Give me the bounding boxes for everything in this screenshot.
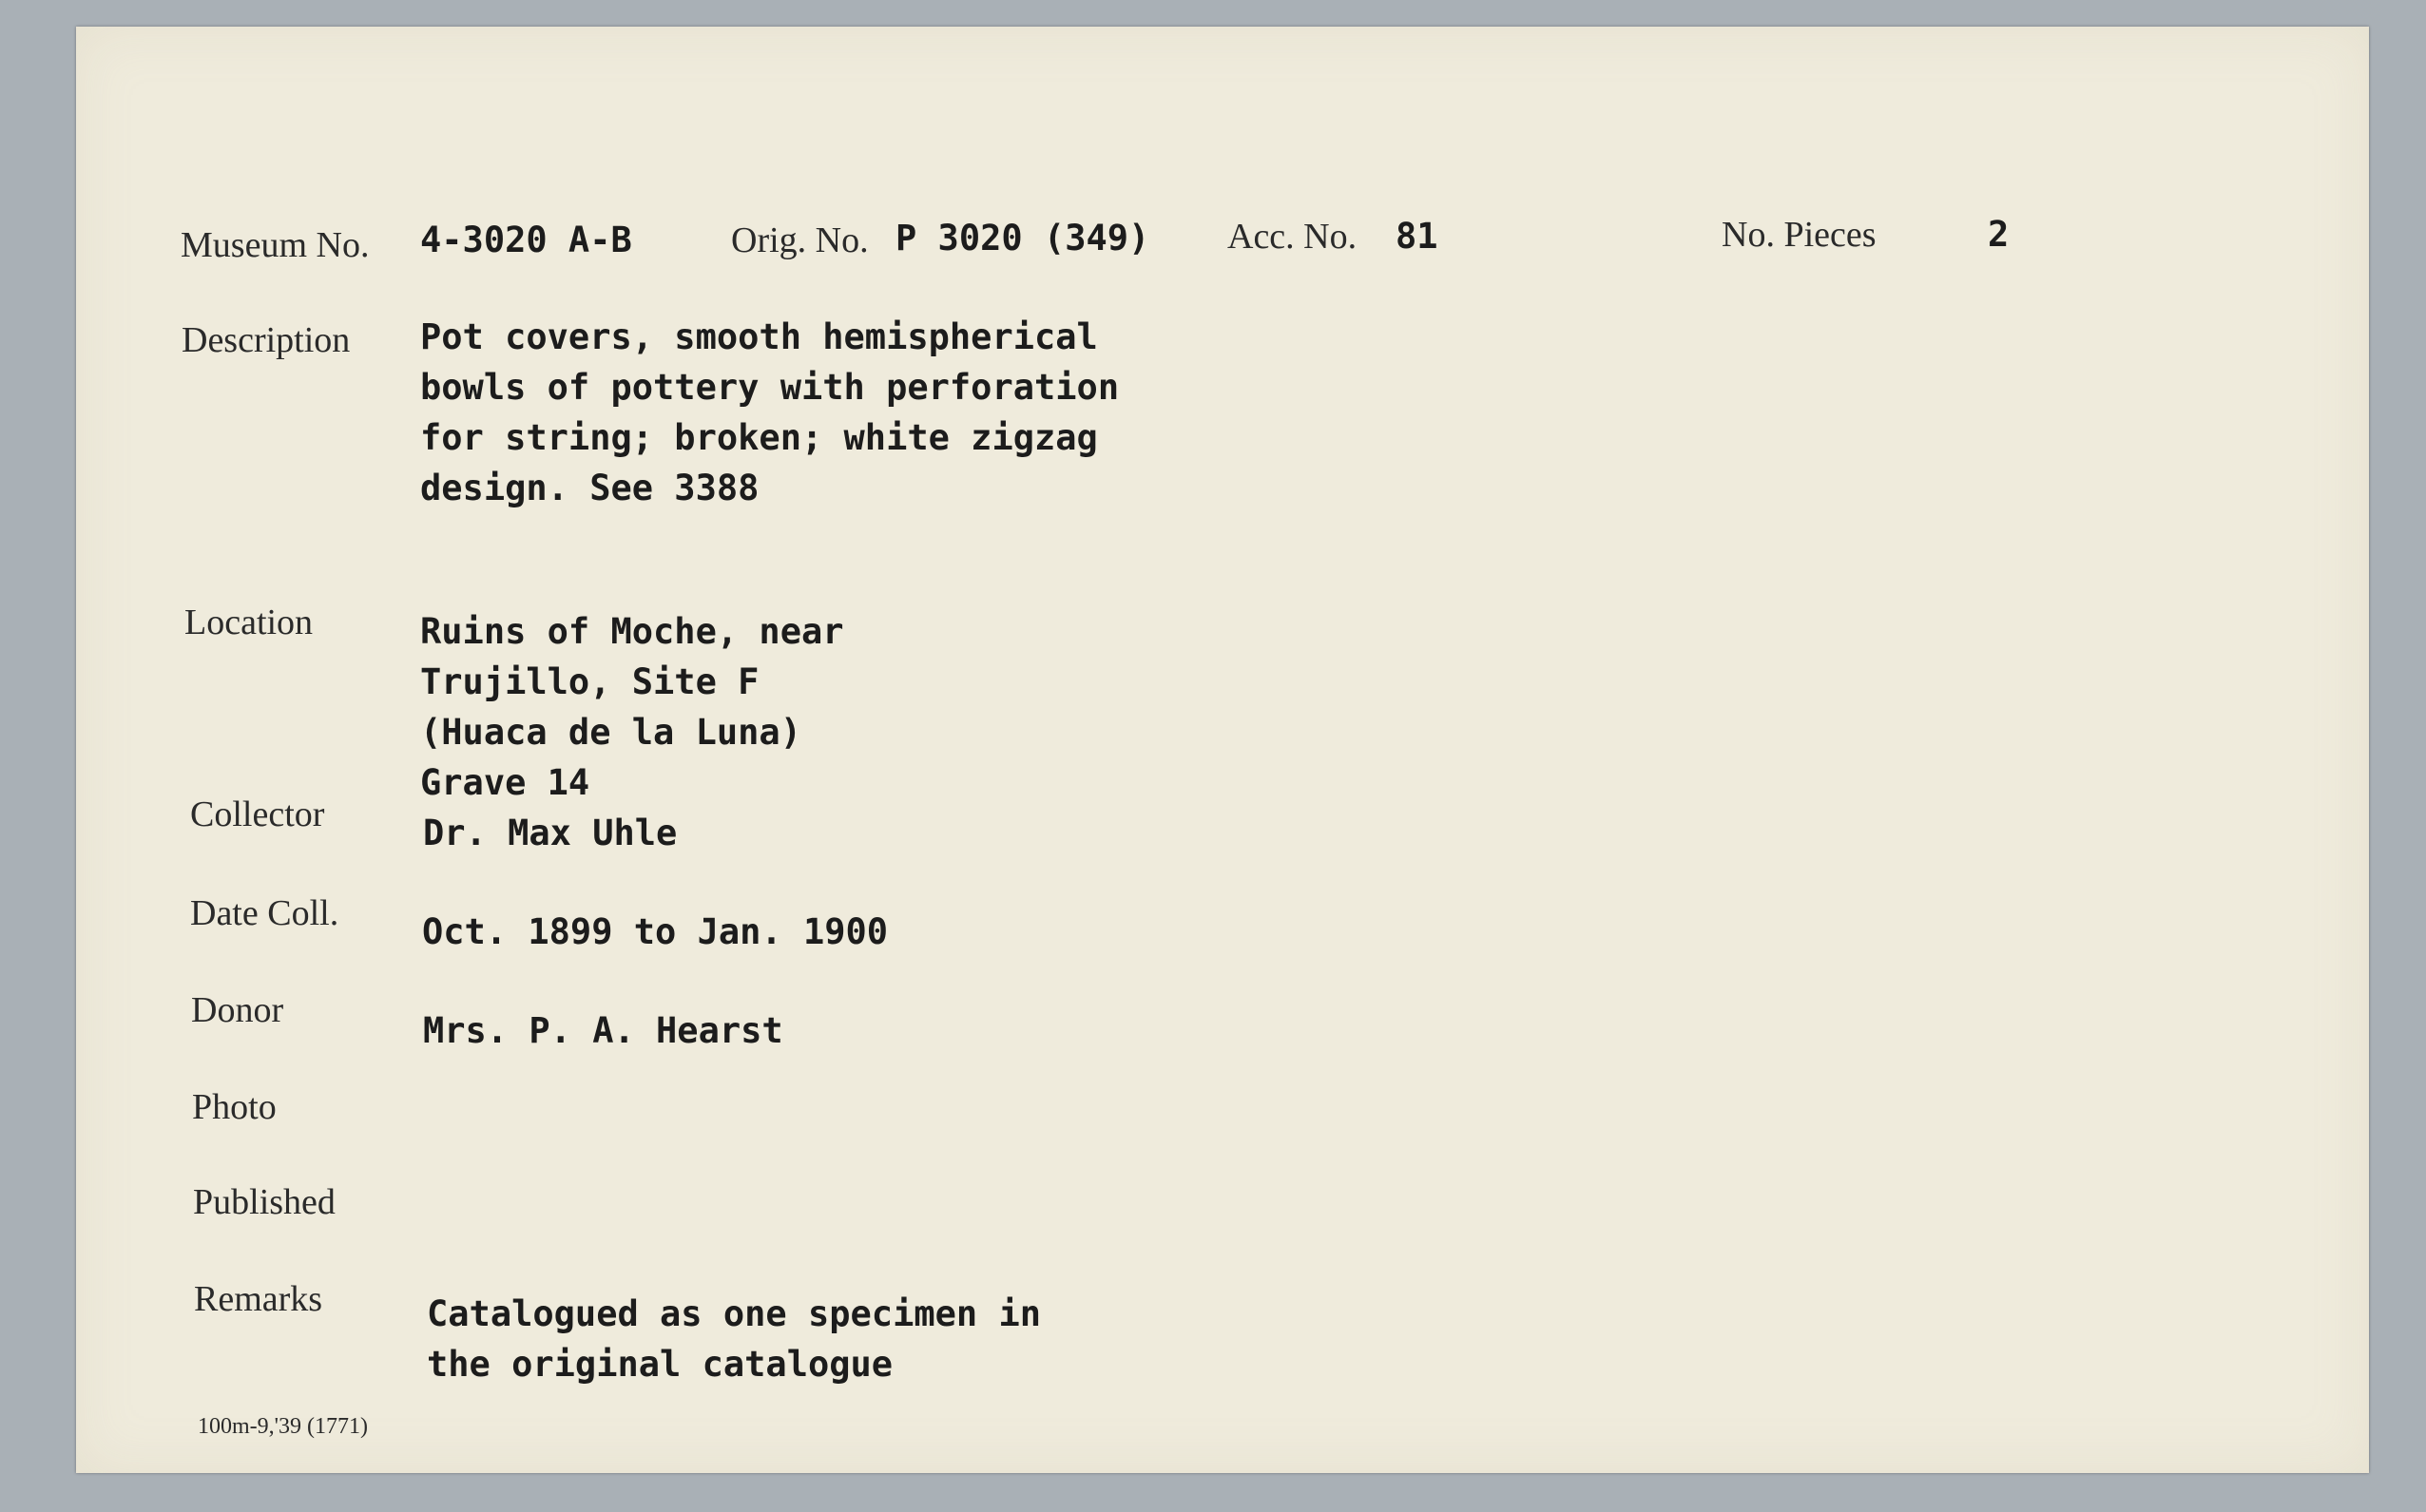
location-block [420, 606, 844, 808]
remarks-line: the original catalogue [427, 1344, 894, 1385]
orig-no-label: Orig. No. [731, 220, 869, 260]
date-coll-value: Oct. 1899 to Jan. 1900 [422, 911, 889, 952]
remarks-label: Remarks [194, 1279, 323, 1319]
location-line: Ruins of Moche, near [420, 611, 844, 652]
remarks-block [427, 1289, 1041, 1389]
museum-no-label: Museum No. [181, 225, 370, 265]
description-block [420, 312, 1119, 513]
description-line: for string; broken; white zigzag [420, 417, 1098, 458]
remarks-line: Catalogued as one specimen in [427, 1293, 1042, 1334]
location-line: Grave 14 [420, 762, 590, 803]
description-label: Description [182, 320, 351, 360]
catalog-card [76, 27, 2369, 1473]
description-line: bowls of pottery with perforation [420, 367, 1120, 408]
museum-no-value: 4-3020 A-B [420, 220, 632, 260]
description-line: design. See 3388 [420, 468, 760, 508]
date-coll-label: Date Coll. [190, 893, 339, 933]
acc-no-label: Acc. No. [1227, 217, 1357, 257]
donor-label: Donor [191, 990, 284, 1030]
location-line: Trujillo, Site F [420, 661, 760, 702]
collector-label: Collector [190, 794, 325, 834]
photo-label: Photo [192, 1087, 277, 1127]
no-pieces-value: 2 [1988, 214, 2010, 255]
form-code: 100m-9,'39 (1771) [198, 1414, 368, 1439]
collector-value: Dr. Max Uhle [423, 813, 678, 853]
orig-no-value: P 3020 (349) [895, 218, 1150, 258]
description-line: Pot covers, smooth hemispherical [420, 316, 1098, 357]
location-line: (Huaca de la Luna) [420, 712, 801, 753]
published-label: Published [193, 1182, 336, 1222]
location-label: Location [184, 603, 314, 642]
donor-value: Mrs. P. A. Hearst [423, 1010, 783, 1051]
no-pieces-label: No. Pieces [1722, 215, 1877, 255]
acc-no-value: 81 [1396, 216, 1438, 257]
